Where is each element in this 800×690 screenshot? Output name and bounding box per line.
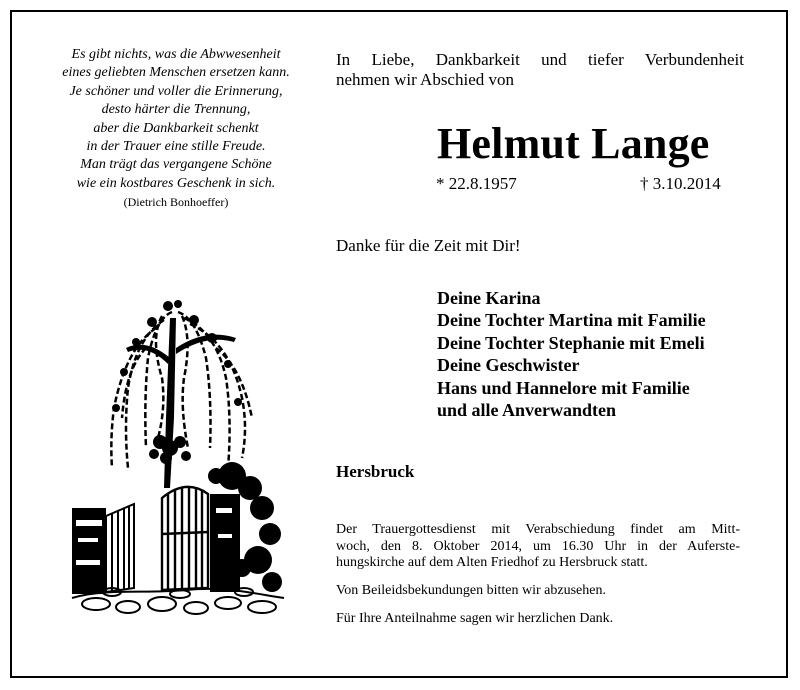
service-line: woch, den 8. Oktober 2014, um 16.30 Uhr in der Auferste- bbox=[336, 538, 740, 554]
right-bushes bbox=[208, 462, 282, 592]
left-pillar bbox=[72, 508, 106, 594]
deceased-name: Helmut Lange bbox=[437, 119, 710, 168]
thanks-line: Danke für die Zeit mit Dir! bbox=[336, 236, 521, 255]
mourner: Deine Tochter Stephanie mit Emeli bbox=[437, 332, 705, 353]
funeral-service-info bbox=[336, 522, 740, 572]
mourners-list bbox=[437, 287, 706, 421]
right-gate bbox=[162, 487, 208, 590]
mourner: Deine Geschwister bbox=[437, 355, 580, 376]
quote-line: Je schöner und voller die Erinnerung, bbox=[69, 83, 283, 99]
mourner: Deine Karina bbox=[437, 288, 541, 308]
gratitude-note: Für Ihre Anteilnahme sagen wir herzlichen Dank. bbox=[336, 611, 614, 626]
mourner: Hans und Hannelore mit Familie bbox=[437, 377, 690, 398]
quote-line: Es gibt nichts, was die Abwwesenheit bbox=[71, 47, 281, 62]
quote-line: wie ein kostbares Geschenk in sich. bbox=[76, 175, 276, 191]
city-name: Hersbruck bbox=[336, 462, 415, 481]
intro-line-1: In Liebe, Dankbarkeit und tiefer Verbundenheit bbox=[336, 50, 744, 69]
bonhoeffer-quote bbox=[34, 46, 318, 211]
mourner: und alle Anverwandten bbox=[437, 400, 617, 421]
quote-author: (Dietrich Bonhoeffer) bbox=[123, 195, 229, 210]
left-gate bbox=[106, 504, 134, 592]
mourner: Deine Tochter Martina mit Familie bbox=[437, 310, 706, 331]
quote-line: Man trägt das vergangene Schöne bbox=[80, 157, 272, 173]
service-line: Der Trauergottesdienst mit Verabschiedung findet am Mitt- bbox=[336, 522, 740, 537]
tree-and-gate-illustration bbox=[66, 298, 290, 618]
quote-line: desto härter die Trennung, bbox=[101, 102, 251, 118]
death-date: † 3.10.2014 bbox=[640, 174, 721, 193]
birch-leaves bbox=[112, 300, 242, 464]
birth-date: * 22.8.1957 bbox=[436, 174, 517, 193]
quote-line: eines geliebten Menschen ersetzen kann. bbox=[62, 65, 290, 81]
intro-line-2: nehmen wir Abschied von bbox=[336, 70, 514, 89]
condolence-note: Von Beileidsbekundungen bitten wir abzusehen. bbox=[336, 583, 606, 598]
service-line: hungskirche auf dem Alten Friedhof zu Hersbruck statt. bbox=[336, 555, 648, 570]
intro-text bbox=[336, 50, 744, 90]
quote-line: aber die Dankbarkeit schenkt bbox=[93, 120, 259, 136]
quote-line: in der Trauer eine stille Freude. bbox=[86, 139, 266, 155]
